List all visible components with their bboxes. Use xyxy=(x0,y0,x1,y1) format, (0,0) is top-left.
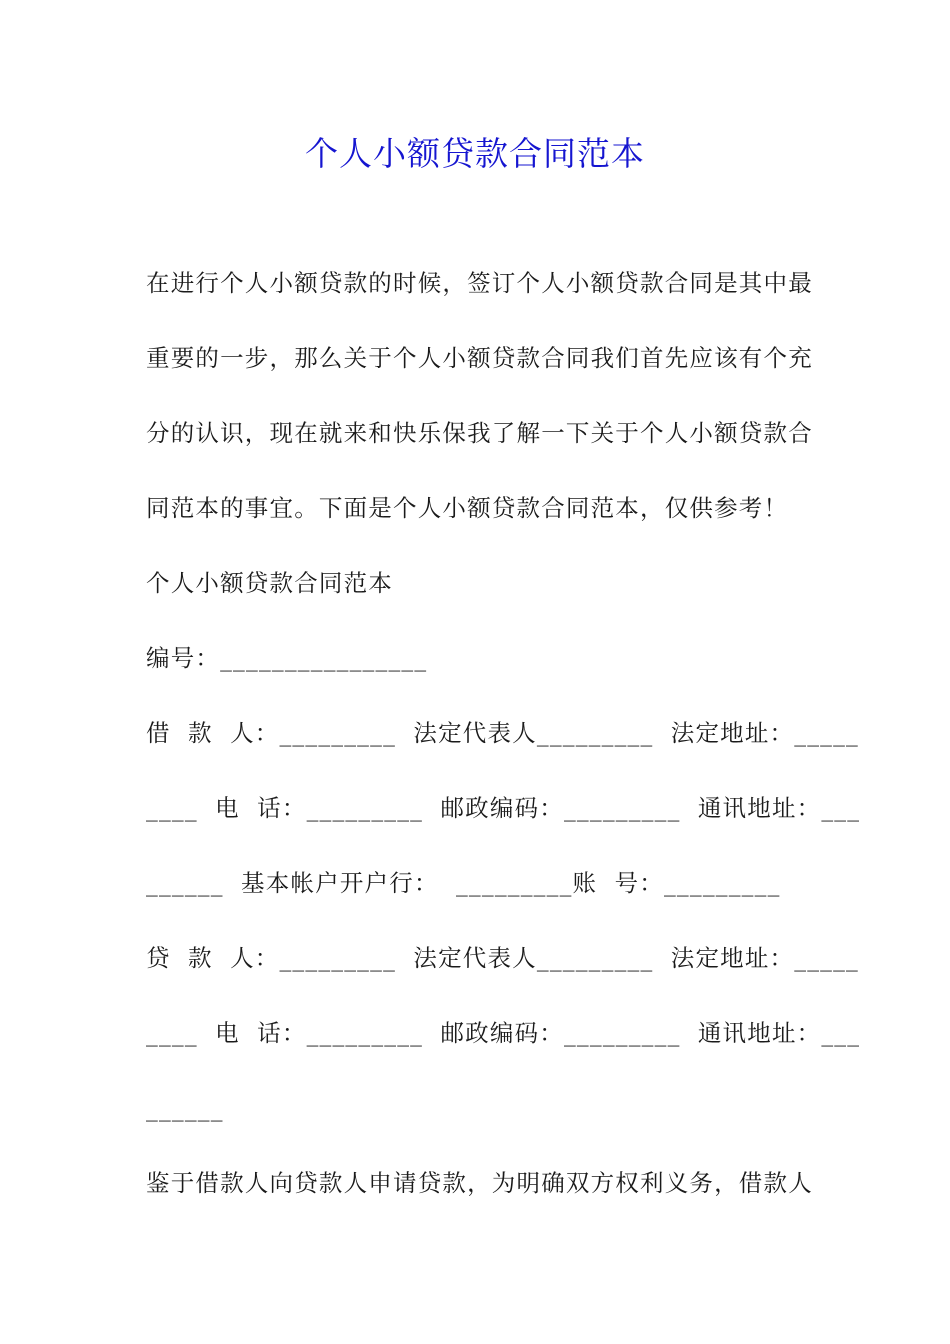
closing-paragraph: 鉴于借款人向贷款人申请贷款，为明确双方权利义务，借款人 xyxy=(146,1169,813,1197)
intro-line-4: 同范本的事宜。下面是个人小额贷款合同范本，仅供参考！ xyxy=(146,494,789,522)
borrower-line-2: ____ 电 话：_________ 邮政编码：_________ 通讯地址：___ xyxy=(146,794,861,822)
intro-line-2: 重要的一步，那么关于个人小额贷款合同我们首先应该有个充 xyxy=(146,344,813,372)
lender-line-3: ______ xyxy=(146,1094,224,1122)
intro-line-1: 在进行个人小额贷款的时候，签订个人小额贷款合同是其中最 xyxy=(146,269,813,297)
borrower-line-3: ______ 基本帐户开户行： _________账 号：_________ xyxy=(146,869,781,897)
intro-line-3: 分的认识，现在就来和快乐保我了解一下关于个人小额贷款合 xyxy=(146,419,813,447)
lender-line-1: 贷 款 人：_________ 法定代表人_________ 法定地址：_____ xyxy=(146,944,860,972)
contract-number-line: 编号：________________ xyxy=(146,644,428,672)
contract-subtitle: 个人小额贷款合同范本 xyxy=(146,569,393,597)
borrower-line-1: 借 款 人：_________ 法定代表人_________ 法定地址：_____ xyxy=(146,719,860,747)
lender-line-2: ____ 电 话：_________ 邮政编码：_________ 通讯地址：___ xyxy=(146,1019,861,1047)
document-title: 个人小额贷款合同范本 xyxy=(305,134,645,173)
